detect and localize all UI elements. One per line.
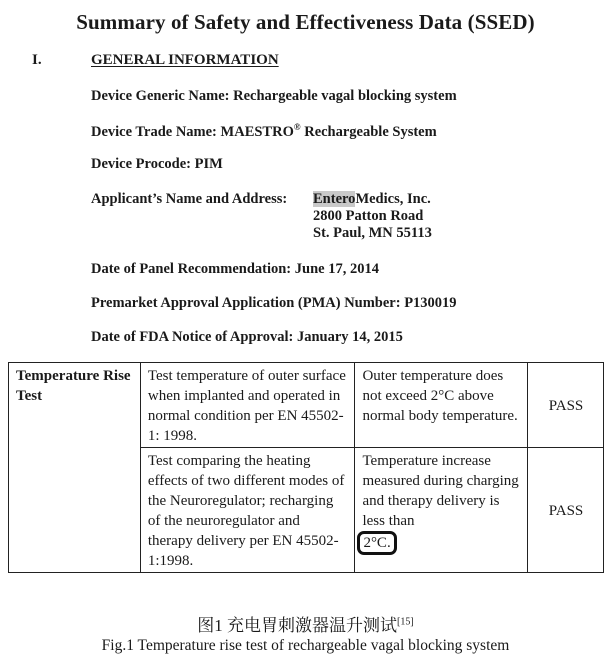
field-pma-number bbox=[91, 295, 457, 312]
field-fda-notice bbox=[91, 329, 403, 346]
test-description-cell: Test comparing the heating effects of two different modes of the Neuroregulator; recharging of the neuroregulator and therapy delivery per EN 45502-1:1998. bbox=[140, 448, 355, 573]
field-value: January 14, 2015 bbox=[296, 329, 403, 345]
test-results-table bbox=[8, 362, 604, 573]
criteria-cell: Outer temperature does not exceed 2°C above normal body temperature. bbox=[355, 363, 528, 448]
field-label: Device Procode: bbox=[91, 156, 191, 172]
field-value: P130019 bbox=[404, 295, 457, 311]
result-cell: PASS bbox=[528, 363, 604, 448]
applicant-name bbox=[313, 191, 432, 208]
field-generic-name bbox=[91, 88, 457, 105]
field-label: Date of Panel Recommendation: bbox=[91, 261, 292, 277]
address-line-2: St. Paul, MN 55113 bbox=[313, 225, 432, 241]
section-number: I. bbox=[32, 52, 42, 68]
field-label: Premarket Approval Application (PMA) Number: bbox=[91, 295, 401, 311]
field-label: Date of FDA Notice of Approval: bbox=[91, 329, 294, 345]
figure-caption-chinese bbox=[0, 611, 611, 636]
result-cell: PASS bbox=[528, 448, 604, 573]
caption-reference: [15] bbox=[397, 616, 414, 628]
table-row bbox=[9, 363, 604, 448]
criteria-text: Temperature increase measured during charging and therapy delivery is less than bbox=[362, 453, 519, 529]
field-label: Device Generic Name: bbox=[91, 88, 230, 104]
address-line-1: 2800 Patton Road bbox=[313, 208, 424, 224]
circled-value: 2°C. bbox=[357, 531, 396, 555]
caption-cn-text: 图1 充电胃刺激器温升测试 bbox=[197, 616, 398, 635]
field-value-rest: Rechargeable System bbox=[304, 124, 437, 140]
criteria-cell bbox=[355, 448, 528, 573]
field-label: Applicant’s Name and Address: bbox=[91, 191, 288, 207]
applicant-address-block bbox=[313, 191, 432, 242]
field-value: PIM bbox=[194, 156, 223, 172]
field-value: June 17, 2014 bbox=[294, 261, 379, 277]
applicant-name-rest: Medics, Inc. bbox=[355, 191, 431, 207]
field-value: MAESTRO bbox=[220, 124, 294, 140]
field-trade-name bbox=[91, 122, 437, 141]
field-applicant-label bbox=[91, 191, 287, 208]
field-procode bbox=[91, 156, 223, 173]
registered-symbol: ® bbox=[293, 122, 301, 132]
test-description-cell: Test temperature of outer surface when implanted and operated in normal condition per EN 45502-1: 1998. bbox=[140, 363, 355, 448]
document-title: Summary of Safety and Effectiveness Data (SSED) bbox=[76, 10, 535, 34]
highlighted-text: Entero bbox=[313, 191, 356, 207]
test-category-cell: Temperature Rise Test bbox=[9, 363, 141, 573]
field-panel-date bbox=[91, 261, 379, 278]
figure-caption-english: Fig.1 Temperature rise test of rechargeable vagal blocking system bbox=[101, 637, 510, 654]
field-value: Rechargeable vagal blocking system bbox=[233, 88, 457, 104]
field-label: Device Trade Name: bbox=[91, 124, 217, 140]
section-title: GENERAL INFORMATION bbox=[91, 52, 279, 68]
